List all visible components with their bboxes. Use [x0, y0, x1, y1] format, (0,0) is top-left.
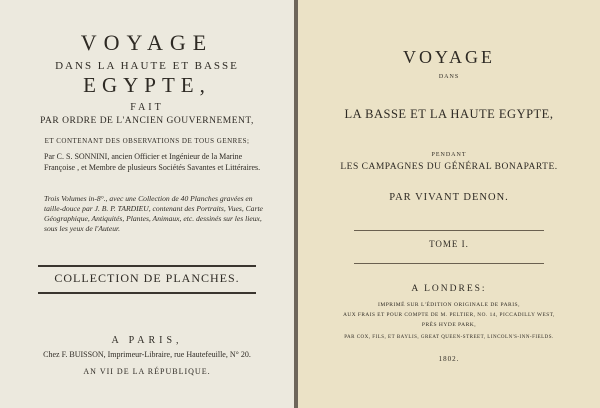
left-author-block: Par C. S. SONNINI, ancien Officier et Ingénieur de la Marine Françoise , et Membre de plusieurs Sociétés Savantes et Littéraires. — [44, 152, 261, 172]
right-title: VOYAGE — [403, 47, 495, 67]
left-country: EGYPTE, — [83, 73, 211, 97]
left-rule-bottom — [38, 292, 256, 294]
right-title-page — [298, 0, 600, 408]
right-campaigns: LES CAMPAGNES DU GÉNÉRAL BONAPARTE. — [340, 162, 558, 172]
right-tome: TOME I. — [429, 239, 469, 249]
right-imprint-2: AUX FRAIS ET POUR COMPTE DE M. PELTIER, NO. 14, PICCADILLY WEST, — [343, 312, 555, 318]
right-pendant: PENDANT — [431, 152, 467, 158]
right-city: A LONDRES: — [411, 284, 487, 294]
left-fait: FAIT — [130, 102, 164, 113]
left-city: A PARIS, — [111, 335, 183, 346]
right-year: 1802. — [438, 355, 460, 363]
left-date: AN VII DE LA RÉPUBLIQUE. — [83, 367, 211, 376]
right-author: PAR VIVANT DENON. — [389, 192, 509, 203]
right-dans: DANS — [438, 74, 460, 80]
left-collection: COLLECTION DE PLANCHES. — [54, 271, 240, 285]
left-order-line: PAR ORDRE DE L'ANCIEN GOUVERNEMENT, — [40, 116, 254, 126]
right-imprint-4: PAR COX, FILS, ET BAYLIS, GREAT QUEEN-STREET, LINCOLN'S-INN-FIELDS. — [344, 335, 554, 340]
left-title: VOYAGE — [80, 30, 214, 55]
right-country: LA BASSE ET LA HAUTE EGYPTE, — [344, 107, 554, 121]
left-title-page — [0, 0, 294, 408]
right-imprint-3: PRÈS HYDE PARK, — [421, 322, 477, 328]
left-observations-line: ET CONTENANT DES OBSERVATIONS DE TOUS GENRES; — [44, 137, 250, 145]
left-subtitle-line: DANS LA HAUTE ET BASSE — [55, 60, 239, 72]
left-rule-top — [38, 265, 256, 267]
right-imprint-1: IMPRIMÉ SUR L'ÉDITION ORIGINALE DE PARIS, — [378, 302, 520, 308]
left-publisher: Chez F. BUISSON, Imprimeur-Libraire, rue Hautefeuille, N° 20. — [43, 350, 251, 359]
left-volumes-block: Trois Volumes in-8°., avec une Collection de 40 Planches gravées en taille-douce par J. B. P. TARDIEU, contenant des Portraits, Vues, Carte Géographique, Antiquités, Plantes, Animaux, etc. dessinés sur les lieux, sous les yeux de l'Auteur. — [44, 194, 263, 233]
